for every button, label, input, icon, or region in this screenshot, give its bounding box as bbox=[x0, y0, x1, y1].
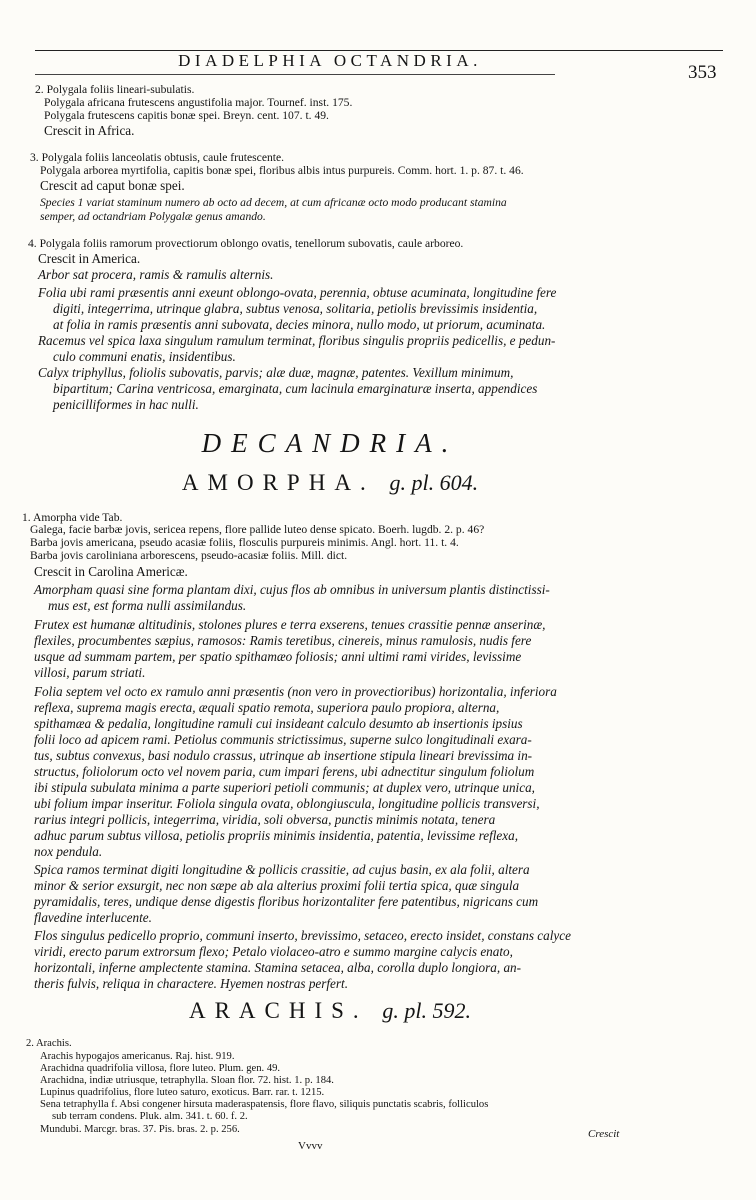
amorpha-line: structus, foliolorum octo vel novem paria, cum impari ferens, ubi adnectitur singulum foliolum bbox=[34, 764, 535, 779]
amorpha-line: Frutex est humanæ altitudinis, stolones plures e terra exserens, tenues crassitie pennæ anserinæ, bbox=[34, 617, 546, 632]
p4-line: penicilliformes in hac nulli. bbox=[53, 397, 199, 412]
amorpha-line: ubi folium impar inseritur. Foliola singula ovata, oblongiuscula, longitudine pollicis transversi, bbox=[34, 796, 540, 811]
amorpha-line: Galega, facie barbæ jovis, sericea repens, flore pallide luteo dense spicato. Boerh. lugdb. 2. p. 46? bbox=[30, 523, 485, 536]
genus-name: AMORPHA. bbox=[181, 470, 375, 495]
p3-line: Polygala arborea myrtifolia, capitis bonæ spei, floribus albis intus purpureis. Comm. hort. 1. p. 87. t. 46. bbox=[40, 164, 524, 177]
class-heading: DECANDRIA. bbox=[201, 428, 459, 458]
amorpha-line: flexiles, procumbentes sæpius, ramosos: Ramis teretibus, cinereis, minus ramulosis, nudis fere bbox=[34, 633, 532, 648]
amorpha-line: folii loco ad apicem rami. Petiolus communis strictissimus, superne sulco longitudinali exara- bbox=[34, 732, 532, 747]
genus-reference: g. pl. 592. bbox=[382, 998, 472, 1023]
running-head: DIADELPHIA OCTANDRIA. bbox=[178, 51, 482, 70]
p3-line: Crescit ad caput bonæ spei. bbox=[40, 178, 185, 193]
p4-line: at folia in ramis præsentis anni subovata, decies minora, nullo modo, ut priorum, acuminata. bbox=[53, 317, 546, 332]
amorpha-line: usque ad summam partem, per spatio spithamæo foliosis; anni ultimi rami virides, levissime bbox=[34, 649, 522, 664]
p2-line: Polygala frutescens capitis bonæ spei. Breyn. cent. 107. t. 49. bbox=[44, 109, 329, 122]
p4-line: Calyx triphyllus, foliolis subovatis, parvis; alæ duæ, magnæ, patentes. Vexillum minimum, bbox=[38, 365, 514, 380]
amorpha-line: mus est, est forma nulli assimilandus. bbox=[48, 598, 247, 613]
catchword: Crescit bbox=[588, 1128, 620, 1140]
arachis-line: Lupinus quadrifolius, flore luteo saturo, exoticus. Barr. rar. t. 1215. bbox=[40, 1087, 325, 1098]
amorpha-line: villosi, parum striati. bbox=[34, 665, 146, 680]
arachis-line: Arachis hypogajos americanus. Raj. hist. 919. bbox=[40, 1051, 235, 1062]
p4-line: Crescit in America. bbox=[38, 251, 141, 266]
p3-line: 3. Polygala foliis lanceolatis obtusis, caule frutescente. bbox=[30, 151, 285, 164]
p2-line: Polygala africana frutescens angustifolia major. Tournef. inst. 175. bbox=[44, 96, 353, 109]
arachis-line: Mundubi. Marcgr. bras. 37. Pis. bras. 2. p. 256. bbox=[40, 1124, 240, 1135]
amorpha-line: Barba jovis americana, pseudo acasiæ foliis, flosculis purpureis minimis. Angl. hort. 11. t. 4. bbox=[30, 536, 459, 549]
p4-line: digiti, integerrima, utrinque glabra, subtus venosa, solitaria, petiolis brevissimis insidentia, bbox=[53, 301, 538, 316]
amorpha-line: Barba jovis caroliniana arborescens, pseudo-acasiæ foliis. Mill. dict. bbox=[30, 549, 348, 562]
amorpha-line: viridi, erecto parum extrorsum flexo; Petalo violaceo-atro e summo margine calycis enato, bbox=[34, 944, 513, 959]
arachis-line: Sena tetraphylla f. Absi congener hirsuta maderaspatensis, flore flavo, siliquis punctatis scabris, folliculos bbox=[40, 1099, 489, 1110]
p4-line: Racemus vel spica laxa singulum ramulum terminat, floribus singulis propriis pedicellis, e pedun- bbox=[38, 333, 556, 348]
head-underline bbox=[35, 74, 555, 75]
amorpha-line: Flos singulus pedicello proprio, communi inserto, brevissimo, setaceo, erecto insidet, constans calyce bbox=[34, 928, 571, 943]
arachis-line: Arachidna quadrifolia villosa, flore luteo. Plum. gen. 49. bbox=[40, 1063, 281, 1074]
p4-line: bipartitum; Carina ventricosa, emarginata, cum lacinula emarginaturæ inserta, appendices bbox=[53, 381, 538, 396]
amorpha-line: Amorpham quasi sine forma plantam dixi, cujus flos ab omnibus in universum plantis distinctissi- bbox=[34, 582, 550, 597]
p4-line: 4. Polygala foliis ramorum provectiorum oblongo ovatis, tenellorum subovatis, caule arboreo. bbox=[28, 237, 464, 250]
amorpha-line: theris fulvis, reliqua in charactere. Hyemen nostras perfert. bbox=[34, 976, 349, 991]
p4-line: culo communi enatis, insidentibus. bbox=[53, 349, 236, 364]
amorpha-line: Folia septem vel octo ex ramulo anni præsentis (non vero in provectioribus) horizontalia, inferiora bbox=[34, 684, 557, 699]
p4-line: Folia ubi rami præsentis anni exeunt oblongo-ovata, perennia, obtuse acuminata, longitudine fere bbox=[38, 285, 557, 300]
amorpha-line: pyramidalis, teres, undique dense digestis floribus horizontaliter fere patentibus, nigricans cum bbox=[34, 894, 539, 909]
p4-line: Arbor sat procera, ramis & ramulis alternis. bbox=[38, 267, 274, 282]
genus-name: ARACHIS. bbox=[188, 998, 368, 1023]
amorpha-line: minor & serior exsurgit, nec non sæpe ab ala alterius proximi folii tertia spica, quæ singula bbox=[34, 878, 520, 893]
amorpha-line: nox pendula. bbox=[34, 844, 103, 859]
arachis-line: Arachidna, indiæ utriusque, tetraphylla. Sloan flor. 72. hist. 1. p. 184. bbox=[40, 1075, 334, 1086]
p3-line: semper, ad octandriam Polygalæ genus amando. bbox=[40, 210, 266, 223]
amorpha-line: tus, subtus convexus, basi nodulo crassus, utrinque ab insertione stipula lineari brevissima in- bbox=[34, 748, 533, 763]
amorpha-line: adhuc parum subtus villosa, petiolis propriis minimis insidentia, patentia, levissime reflexa, bbox=[34, 828, 519, 843]
amorpha-line: spithamæa & pedalia, longitudine ramuli cui insideant calculo desumto ab insertionis ipsius bbox=[34, 716, 523, 731]
amorpha-line: Spica ramos terminat digiti longitudine & pollicis crassitie, ad cujus basin, ex ala folii, altera bbox=[34, 862, 530, 877]
genus-reference: g. pl. 604. bbox=[389, 470, 479, 495]
genus-heading-arachis bbox=[140, 998, 520, 1024]
amorpha-line: Crescit in Carolina Americæ. bbox=[34, 564, 188, 579]
arachis-line: sub terram condens. Pluk. alm. 341. t. 60. f. 2. bbox=[52, 1111, 248, 1122]
page-number: 353 bbox=[688, 62, 717, 83]
p3-line: Species 1 variat staminum numero ab octo ad decem, at cum africanæ octo modo producant stamina bbox=[40, 196, 507, 209]
amorpha-line: rarius integri pollicis, integerrima, viridia, soli obversa, punctis minimis notata, tenera bbox=[34, 812, 496, 827]
p2-line: Crescit in Africa. bbox=[44, 123, 135, 138]
amorpha-line: 1. Amorpha vide Tab. bbox=[22, 511, 123, 524]
p2-line: 2. Polygala foliis lineari-subulatis. bbox=[35, 83, 195, 96]
amorpha-line: reflexa, suprema magis erecta, æquali spatio remota, superiora paulo propiora, alterna, bbox=[34, 700, 500, 715]
arachis-line: 2. Arachis. bbox=[26, 1038, 72, 1049]
amorpha-line: flavedine interlucente. bbox=[34, 910, 152, 925]
genus-heading-amorpha bbox=[140, 470, 520, 496]
amorpha-line: ibi stipula subulata minima a parte superiori petioli communis; at duplex vero, utrinque unica, bbox=[34, 780, 535, 795]
amorpha-line: horizontali, inferne amplectente stamina. Stamina setacea, alba, corolla duplo longiora, an- bbox=[34, 960, 522, 975]
signature-mark: Vvvv bbox=[298, 1140, 323, 1152]
